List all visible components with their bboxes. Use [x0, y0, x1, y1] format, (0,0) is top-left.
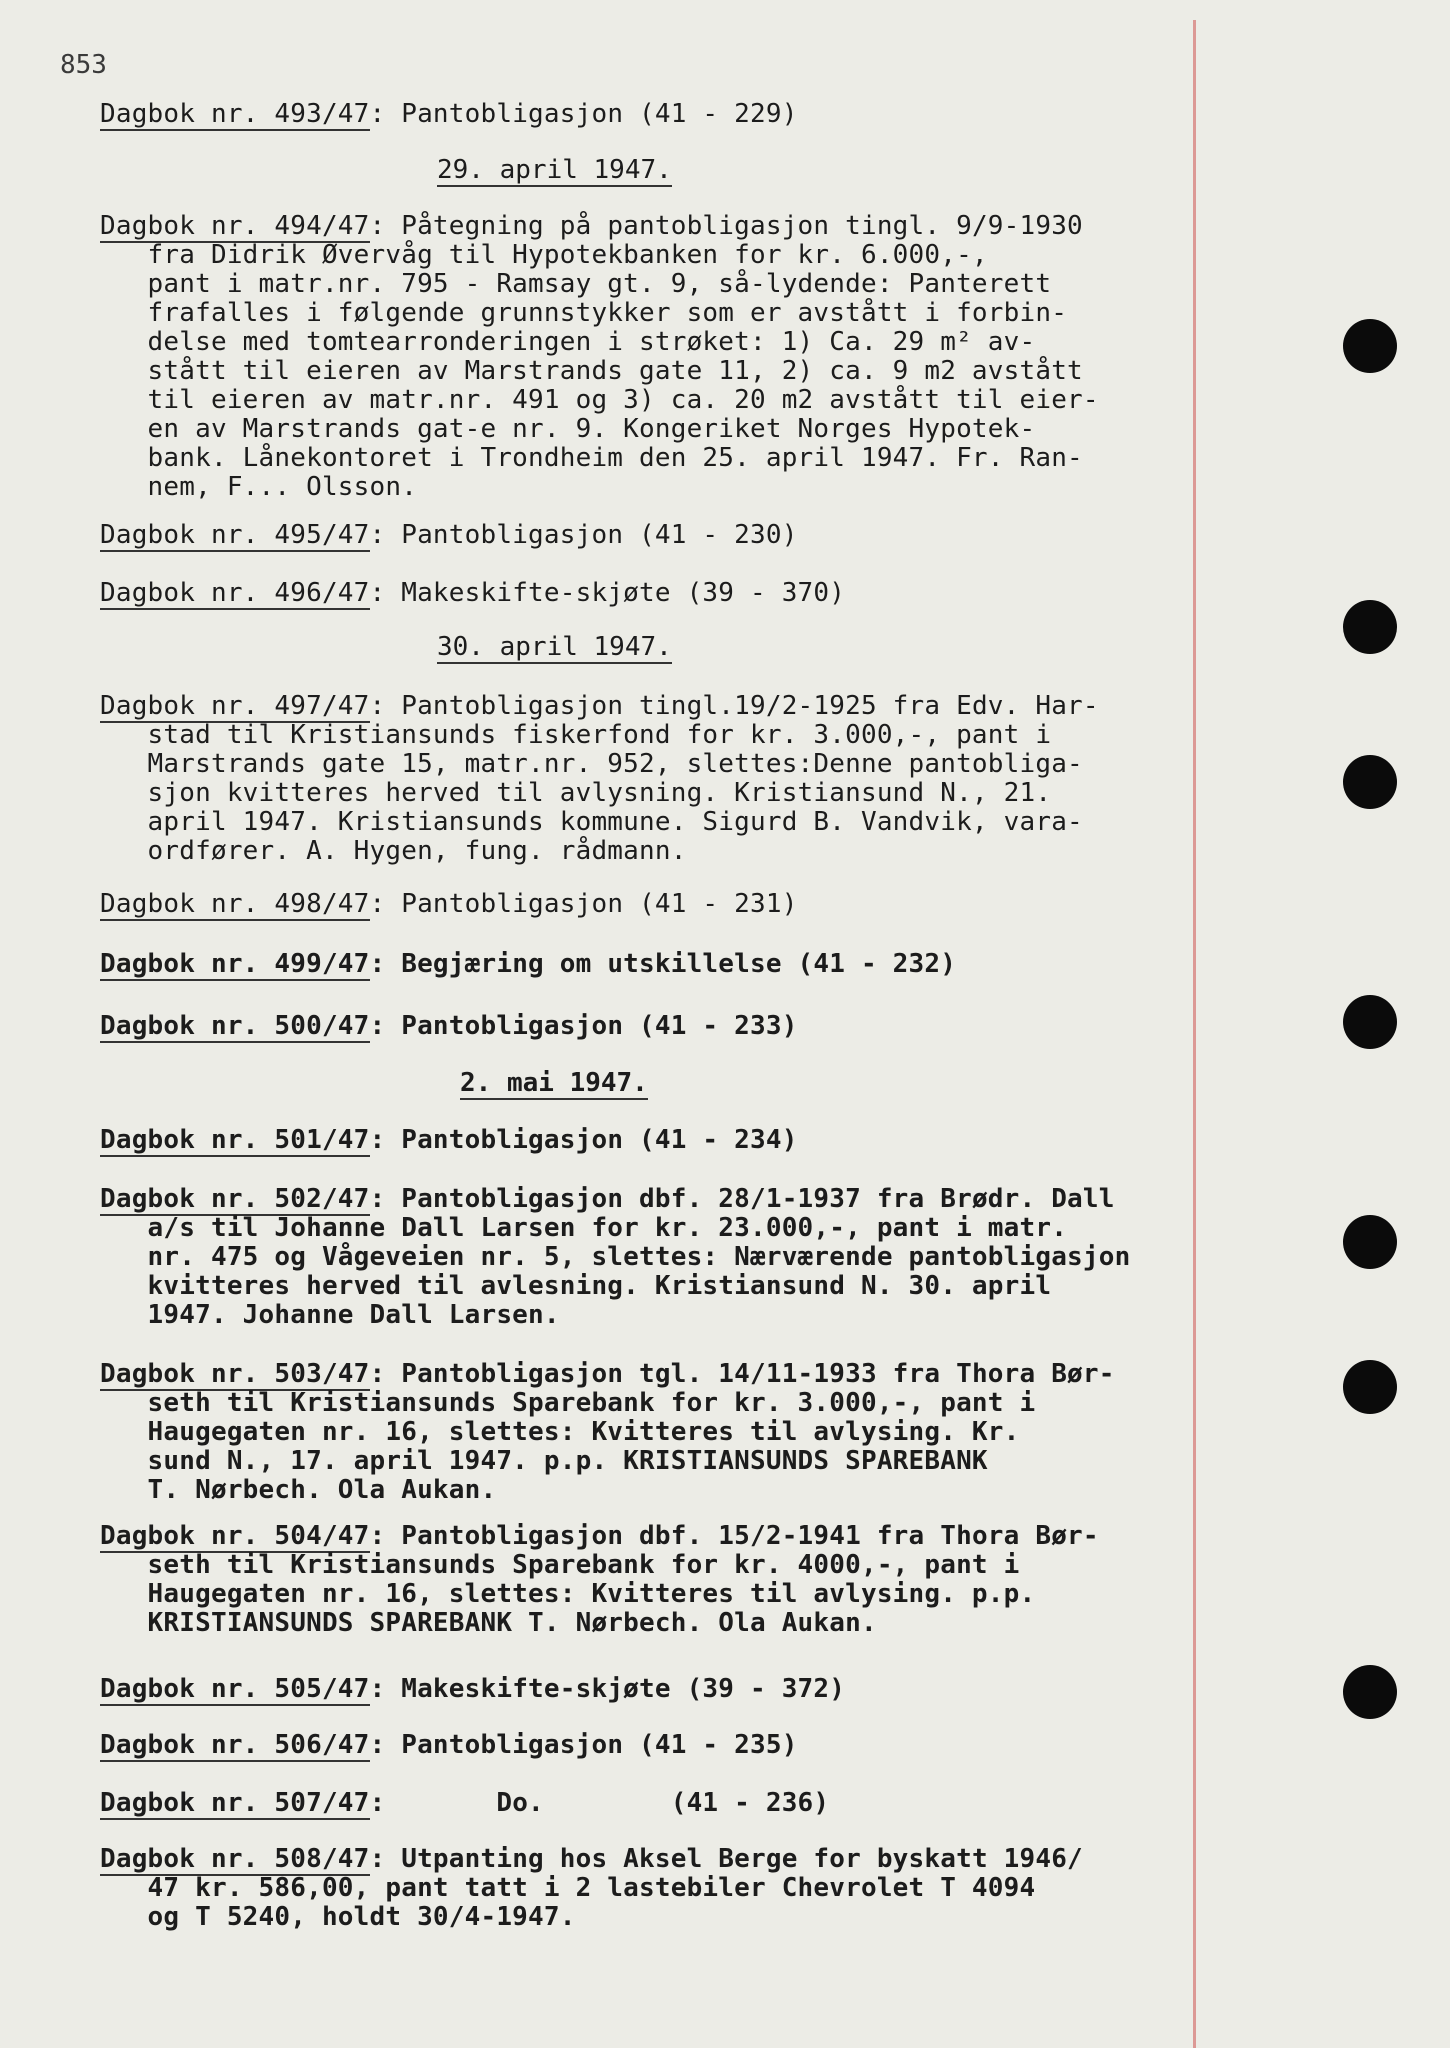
entry-label: Dagbok nr. 496/47 [100, 578, 370, 608]
entry-line: Haugegaten nr. 16, slettes: Kvitteres til avlysing. Kr. [100, 1417, 1020, 1447]
entry-line: og T 5240, holdt 30/4-1947. [100, 1902, 576, 1932]
entry-label: Dagbok nr. 494/47 [100, 211, 370, 241]
entry-line: : Utpanting hos Aksel Berge for byskatt 1946/ [369, 1844, 1083, 1874]
entry-line: : Påtegning på pantobligasjon tingl. 9/9-1930 [369, 211, 1083, 241]
date-heading: 29. april 1947. [437, 155, 672, 185]
entry-line: ordfører. A. Hygen, fung. rådmann. [100, 836, 687, 866]
entry-line: 1947. Johanne Dall Larsen. [100, 1300, 560, 1330]
entry-line: : Pantobligasjon (41 - 229) [369, 99, 798, 129]
entry-label: Dagbok nr. 508/47 [100, 1844, 370, 1874]
entry-line: nr. 475 og Vågeveien nr. 5, slettes: Nærværende pantobligasjon [100, 1242, 1131, 1272]
entry-line: april 1947. Kristiansunds kommune. Sigurd B. Vandvik, vara- [100, 807, 1083, 837]
entry-line: : Pantobligasjon (41 - 233) [369, 1011, 798, 1041]
entry-label: Dagbok nr. 507/47 [100, 1788, 370, 1818]
journal-entry [100, 521, 798, 550]
entry-label: Dagbok nr. 493/47 [100, 99, 370, 129]
journal-entry [100, 579, 845, 608]
punch-hole [1343, 995, 1397, 1049]
journal-entry [100, 1185, 1130, 1330]
margin-line [1193, 20, 1196, 2048]
punch-hole [1343, 600, 1397, 654]
entry-line: bank. Lånekontoret i Trondheim den 25. april 1947. Fr. Ran- [100, 443, 1083, 473]
entry-line: : Pantobligasjon tgl. 14/11-1933 fra Thora Bør- [369, 1359, 1115, 1389]
journal-entry [100, 692, 1099, 866]
entry-line: fra Didrik Øvervåg til Hypotekbanken for kr. 6.000,-, [100, 240, 988, 270]
entry-line: stad til Kristiansunds fiskerfond for kr. 3.000,-, pant i [100, 720, 1052, 750]
entry-line: sjon kvitteres herved til avlysning. Kristiansund N., 21. [100, 778, 1052, 808]
entry-line: Marstrands gate 15, matr.nr. 952, slettes:Denne pantobliga- [100, 749, 1083, 779]
entry-line: pant i matr.nr. 795 - Ramsay gt. 9, så-lydende: Panterett [100, 269, 1052, 299]
entry-line: stått til eieren av Marstrands gate 11, 2) ca. 9 m2 avstått [100, 356, 1083, 386]
journal-entry [100, 1731, 798, 1760]
punch-hole [1343, 1665, 1397, 1719]
entry-line: nem, F... Olsson. [100, 472, 418, 502]
entry-line: : Pantobligasjon (41 - 230) [369, 520, 798, 550]
entry-line: KRISTIANSUNDS SPAREBANK T. Nørbech. Ola Aukan. [100, 1608, 877, 1638]
entry-line: : Pantobligasjon dbf. 28/1-1937 fra Brødr. Dall [369, 1184, 1115, 1214]
entry-line: seth til Kristiansunds Sparebank for kr. 3.000,-, pant i [100, 1388, 1036, 1418]
entry-line: : Pantobligasjon tingl.19/2-1925 fra Edv. Har- [369, 691, 1099, 721]
entry-line: kvitteres herved til avlesning. Kristiansund N. 30. april [100, 1271, 1052, 1301]
entry-line: : Makeskifte-skjøte (39 - 370) [369, 578, 846, 608]
entry-line: delse med tomtearronderingen i strøket: 1) Ca. 29 m² av- [100, 327, 1036, 357]
entry-line: : Pantobligasjon (41 - 234) [369, 1125, 798, 1155]
entry-line: 47 kr. 586,00, pant tatt i 2 lastebiler Chevrolet T 4094 [100, 1873, 1036, 1903]
entry-label: Dagbok nr. 500/47 [100, 1011, 370, 1041]
entry-line: T. Nørbech. Ola Aukan. [100, 1475, 497, 1505]
entry-label: Dagbok nr. 502/47 [100, 1184, 370, 1214]
entry-line: : Do. (41 - 236) [369, 1788, 830, 1818]
date-heading: 30. april 1947. [437, 632, 672, 662]
journal-entry [100, 1012, 798, 1041]
entry-line: : Begjæring om utskillelse (41 - 232) [369, 949, 957, 979]
entry-line: frafalles i følgende grunnstykker som er avstått i forbin- [100, 298, 1068, 328]
entry-line: : Pantobligasjon dbf. 15/2-1941 fra Thora Bør- [369, 1521, 1099, 1551]
page-number: 853 [60, 50, 107, 80]
journal-entry [100, 212, 1099, 502]
entry-line: til eieren av matr.nr. 491 og 3) ca. 20 m2 avstått til eier- [100, 385, 1099, 415]
journal-entry [100, 1675, 845, 1704]
journal-entry [100, 1789, 829, 1818]
entry-label: Dagbok nr. 505/47 [100, 1674, 370, 1704]
entry-line: seth til Kristiansunds Sparebank for kr. 4000,-, pant i [100, 1550, 1020, 1580]
entry-line: : Pantobligasjon (41 - 231) [369, 889, 798, 919]
entry-label: Dagbok nr. 497/47 [100, 691, 370, 721]
journal-entry [100, 1845, 1083, 1932]
entry-label: Dagbok nr. 501/47 [100, 1125, 370, 1155]
entry-line: en av Marstrands gat-e nr. 9. Kongeriket Norges Hypotek- [100, 414, 1036, 444]
entry-line: a/s til Johanne Dall Larsen for kr. 23.000,-, pant i matr. [100, 1213, 1068, 1243]
punch-hole [1343, 1360, 1397, 1414]
entry-label: Dagbok nr. 504/47 [100, 1521, 370, 1551]
entry-line: : Pantobligasjon (41 - 235) [369, 1730, 798, 1760]
entry-label: Dagbok nr. 495/47 [100, 520, 370, 550]
entry-line: sund N., 17. april 1947. p.p. KRISTIANSUNDS SPAREBANK [100, 1446, 988, 1476]
journal-entry [100, 890, 798, 919]
journal-entry [100, 100, 798, 129]
journal-entry [100, 1126, 798, 1155]
entry-label: Dagbok nr. 506/47 [100, 1730, 370, 1760]
journal-entry [100, 950, 956, 979]
punch-hole [1343, 755, 1397, 809]
journal-entry [100, 1522, 1099, 1638]
entry-label: Dagbok nr. 499/47 [100, 949, 370, 979]
entry-label: Dagbok nr. 503/47 [100, 1359, 370, 1389]
punch-hole [1343, 319, 1397, 373]
date-heading: 2. mai 1947. [460, 1068, 648, 1098]
entry-line: : Makeskifte-skjøte (39 - 372) [369, 1674, 846, 1704]
punch-hole [1343, 1215, 1397, 1269]
journal-entry [100, 1360, 1115, 1505]
entry-line: Haugegaten nr. 16, slettes: Kvitteres til avlysing. p.p. [100, 1579, 1036, 1609]
entry-label: Dagbok nr. 498/47 [100, 889, 370, 919]
